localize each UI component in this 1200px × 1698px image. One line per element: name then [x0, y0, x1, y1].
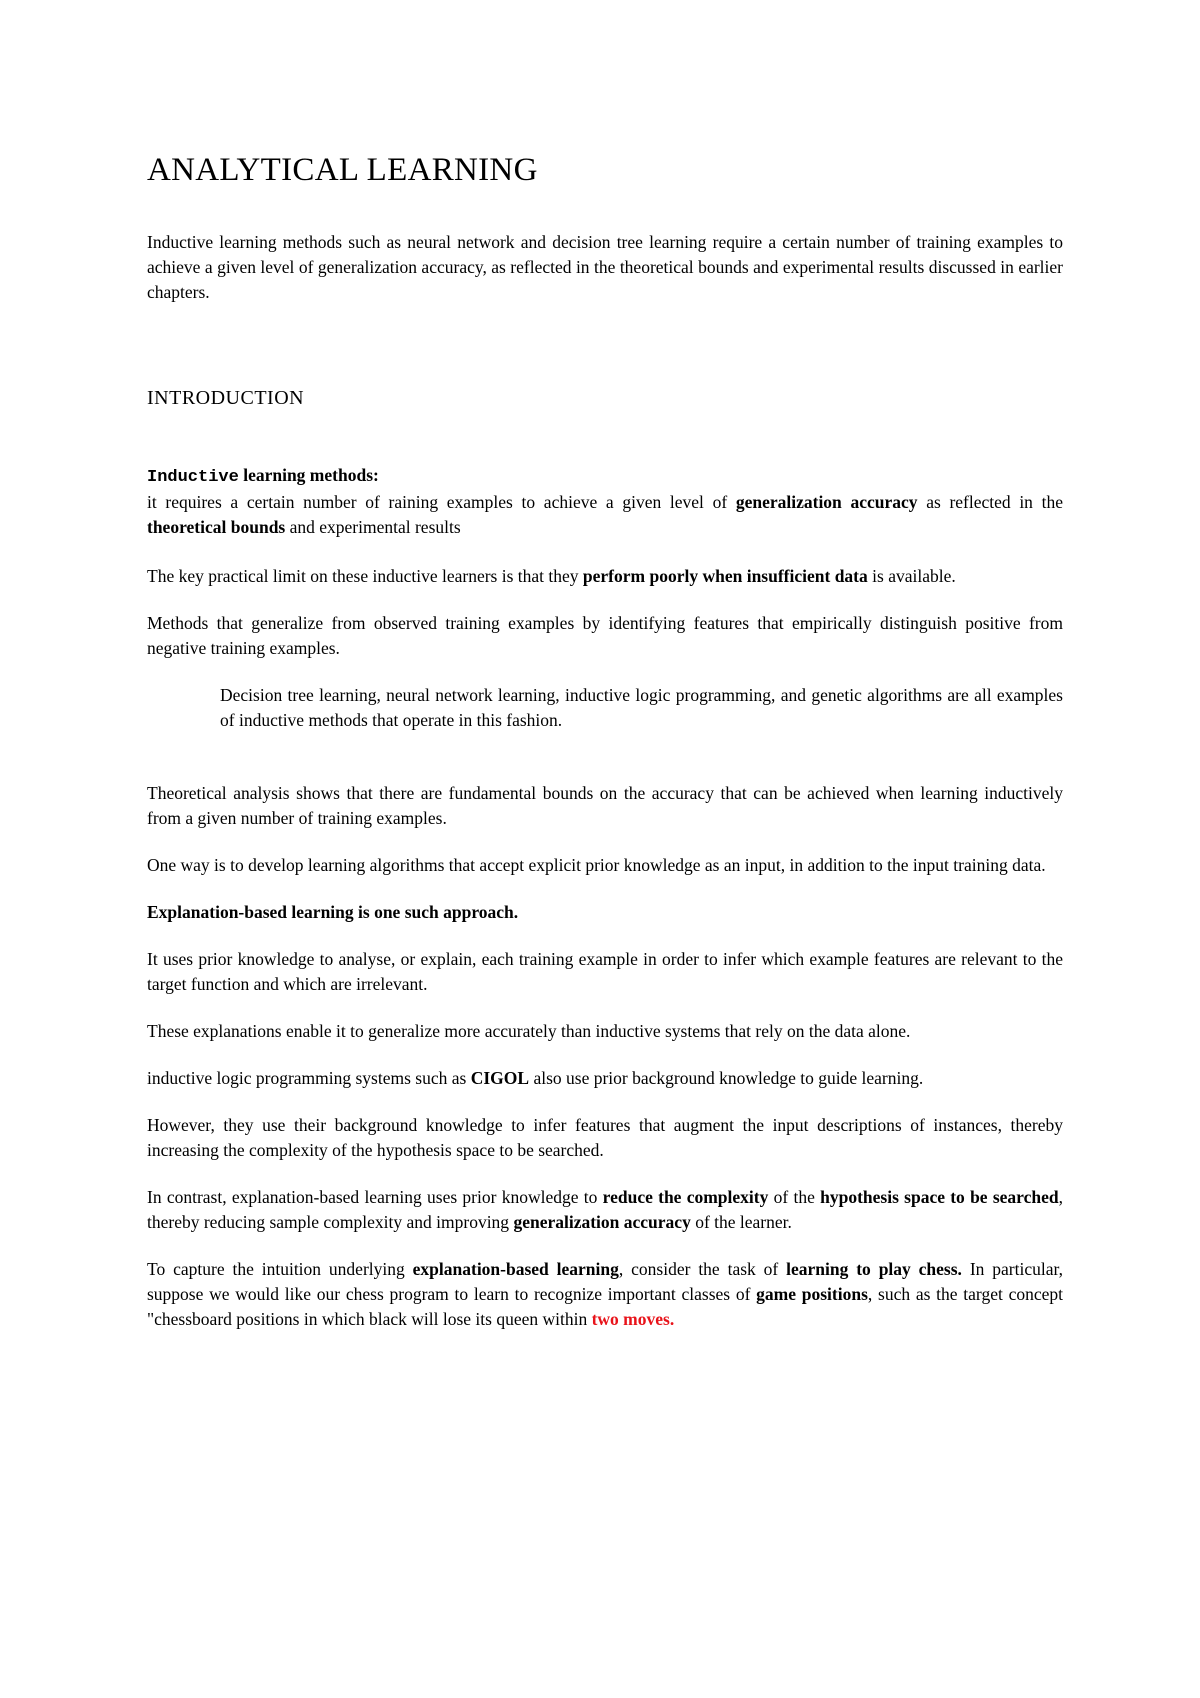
- inductive-label-rest: learning methods:: [238, 465, 379, 485]
- methods-paragraph: Methods that generalize from observed training examples by identifying features that empirically distinguish positive from negative training examples.: [147, 613, 1063, 658]
- cigol-before: inductive logic programming systems such as: [147, 1068, 471, 1088]
- inductive-text-a: it requires a certain number of raining examples to achieve a given level of: [147, 492, 736, 512]
- key-limit-bold: perform poorly when insufficient data: [582, 566, 868, 586]
- explanations-paragraph: These explanations enable it to generalize more accurately than inductive systems that rely on the data alone.: [147, 1021, 911, 1041]
- inductive-label-mono: Inductive: [147, 468, 239, 487]
- key-limit-paragraph: [147, 564, 1063, 589]
- chess-b1: explanation-based learning: [412, 1259, 619, 1279]
- key-limit-after: is available.: [867, 566, 956, 586]
- contrast-b3: generalization accuracy: [513, 1212, 691, 1232]
- theoretical-bounds-bold: theoretical bounds: [147, 517, 286, 537]
- generalization-accuracy-bold: generalization accuracy: [735, 492, 918, 512]
- document-body: [147, 150, 1063, 1332]
- however-paragraph: However, they use their background knowledge to infer features that augment the input descriptions of instances, thereby increasing the complexity of the hypothesis space to be searched.: [147, 1115, 1063, 1160]
- key-limit-before: The key practical limit on these inductive learners is that they: [147, 566, 583, 586]
- chess-t3: In particular, suppose we would like our chess program to learn to recognize important classes of: [147, 1259, 1063, 1304]
- chess-paragraph: [147, 1257, 1063, 1332]
- ebl-heading: [147, 900, 1063, 925]
- document-title: ANALYTICAL LEARNING: [147, 152, 538, 188]
- contrast-b2: hypothesis space to be searched: [820, 1187, 1059, 1207]
- inductive-text-c: and experimental results: [285, 517, 461, 537]
- contrast-paragraph: [147, 1185, 1063, 1235]
- uses-prior-knowledge-paragraph: It uses prior knowledge to analyse, or explain, each training example in order to infer which example features are relevant to the target function and which are irrelevant.: [147, 949, 1063, 994]
- intro-paragraph: Inductive learning methods such as neural network and decision tree learning require a certain number of training examples to achieve a given level of generalization accuracy, as reflected in the theoretical bounds and experimental results discussed in earlier chapters.: [147, 232, 1063, 302]
- cigol-after: also use prior background knowledge to guide learning.: [529, 1068, 924, 1088]
- inductive-methods-paragraph: [147, 463, 1063, 540]
- two-moves-red-text: two moves.: [591, 1309, 675, 1329]
- chess-t2: , consider the task of: [618, 1259, 787, 1279]
- chess-t1: To capture the intuition underlying: [147, 1259, 413, 1279]
- contrast-t3: , thereby reducing sample complexity and improving: [147, 1187, 1063, 1232]
- ebl-heading-text: Explanation-based learning is one such approach.: [147, 902, 519, 922]
- examples-indented-paragraph: Decision tree learning, neural network learning, inductive logic programming, and genetic algorithms are all examples of inductive methods that operate in this fashion.: [220, 685, 1063, 730]
- cigol-bold: CIGOL: [470, 1068, 530, 1088]
- chess-t4: , such as the target concept "chessboard positions in which black will lose its queen within: [147, 1284, 1063, 1329]
- chess-b2: learning to play chess.: [786, 1259, 962, 1279]
- inductive-text-b: as reflected in the: [917, 492, 1063, 512]
- one-way-paragraph: One way is to develop learning algorithms that accept explicit prior knowledge as an input, in addition to the input training data.: [147, 855, 1046, 875]
- chess-b3: game positions: [756, 1284, 868, 1304]
- contrast-t2: of the: [768, 1187, 821, 1207]
- theoretical-analysis-paragraph: Theoretical analysis shows that there are fundamental bounds on the accuracy that can be achieved when learning inductively from a given number of training examples.: [147, 783, 1063, 828]
- section-heading-introduction: INTRODUCTION: [147, 387, 305, 409]
- contrast-t4: of the learner.: [690, 1212, 792, 1232]
- contrast-b1: reduce the complexity: [602, 1187, 769, 1207]
- contrast-t1: In contrast, explanation-based learning uses prior knowledge to: [147, 1187, 603, 1207]
- cigol-paragraph: [147, 1066, 1063, 1091]
